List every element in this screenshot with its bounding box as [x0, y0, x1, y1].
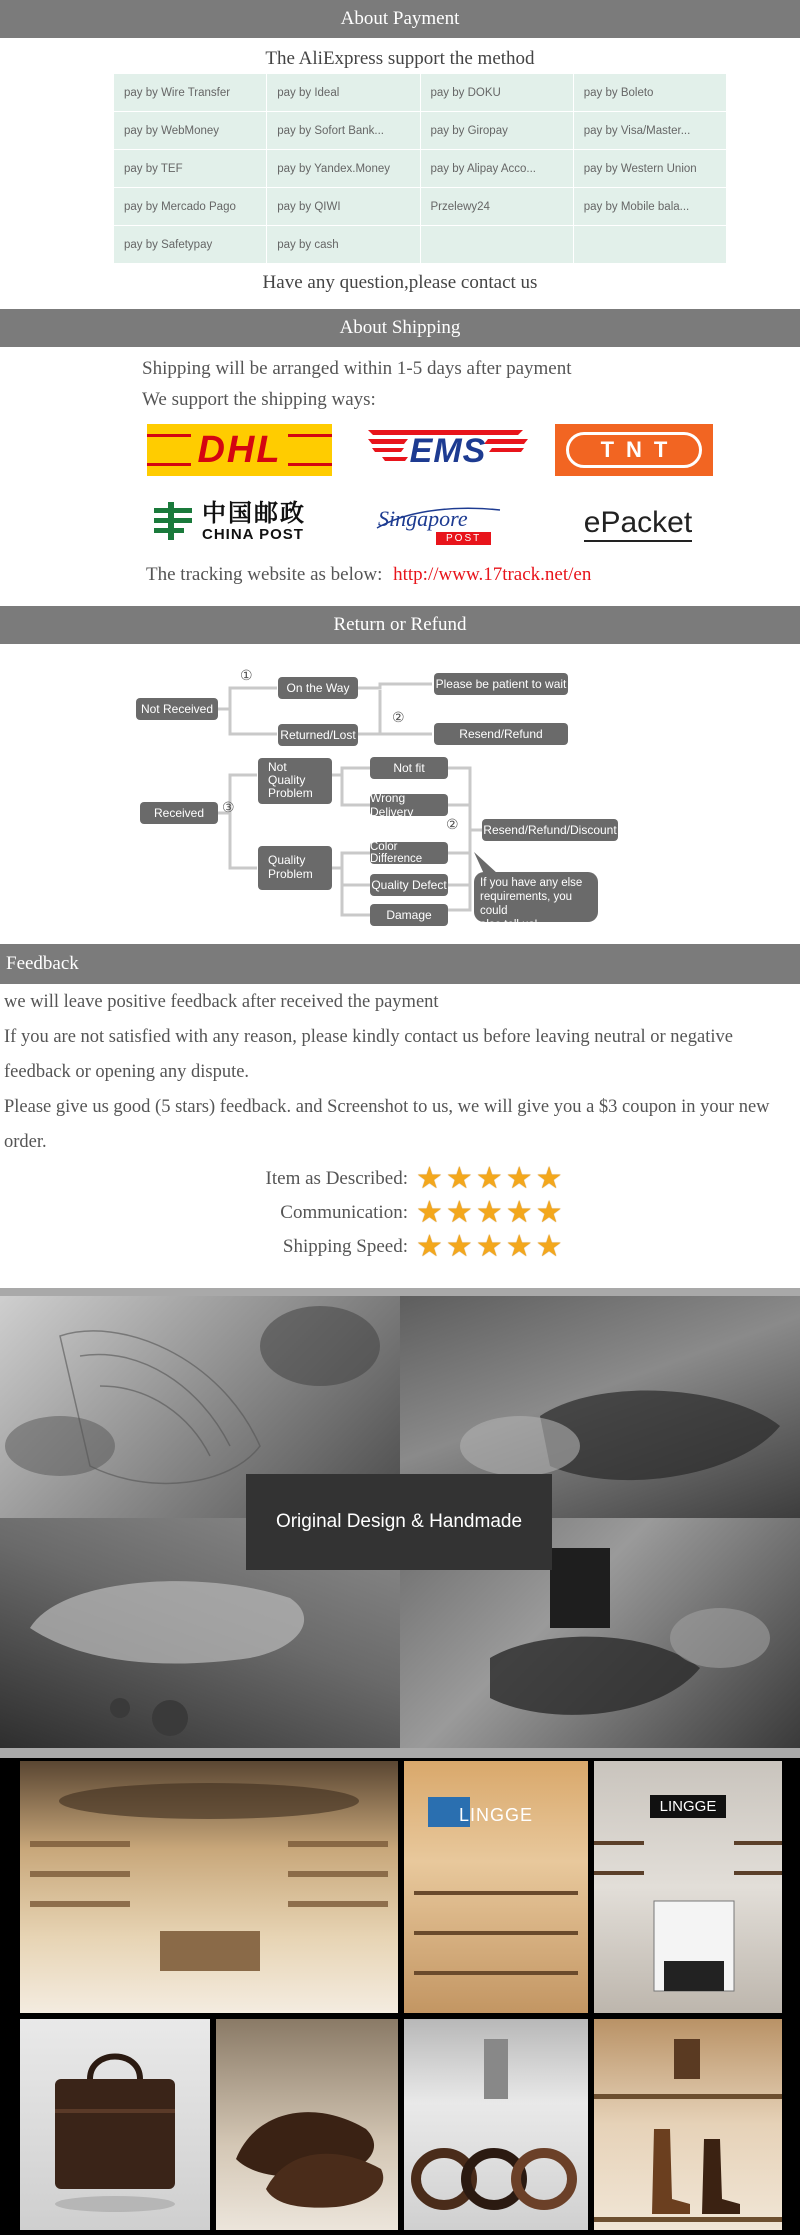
payment-method-cell: pay by Yandex.Money — [267, 150, 420, 188]
rating-row — [0, 1164, 800, 1194]
payment-method-cell: pay by DOKU — [420, 74, 573, 112]
singapore-post-logo — [372, 500, 502, 550]
node-not-quality-line: Quality — [268, 773, 306, 787]
shoes-icon — [216, 2019, 398, 2230]
payment-method-cell: pay by Visa/Master... — [573, 112, 726, 150]
node-damage — [370, 904, 448, 926]
node-not-quality-line: Not — [268, 760, 287, 774]
star-icon: ★ — [505, 1230, 533, 1263]
node-color-difference — [370, 842, 448, 864]
singapore-post-text: POST — [436, 532, 491, 545]
payment-contact: Have any question,please contact us — [262, 272, 538, 293]
star-icon: ★ — [445, 1230, 473, 1263]
tracking-label: The tracking website as below: — [146, 564, 383, 585]
tracking-line — [146, 564, 591, 586]
banner-bottom-divider — [0, 1748, 800, 1758]
store-brand-sign: LINGGE — [650, 1795, 726, 1818]
boots-icon — [594, 2019, 782, 2230]
feedback-paragraph-3: Please give us good (5 stars) feedback. and Screenshot to us, we will give you a $3 coupon in your new order. — [4, 1097, 770, 1152]
node-please-wait-label: Please be patient to wait — [435, 677, 567, 691]
ems-logo-text: EMS — [409, 431, 487, 470]
tnt-logo — [555, 424, 713, 476]
payment-method-cell: pay by Sofort Bank... — [267, 112, 420, 150]
belts-icon — [404, 2019, 588, 2230]
node-quality-line: Quality — [268, 853, 306, 867]
star-icon: ★ — [416, 1230, 443, 1263]
rating-stars — [416, 1232, 566, 1262]
refund-flowchart — [130, 660, 630, 935]
payment-header — [0, 0, 800, 38]
payment-subtitle: The AliExpress support the method — [265, 48, 535, 69]
photo-store-interior — [20, 1761, 398, 2013]
epacket-logo — [568, 503, 708, 545]
payment-method-cell: pay by TEF — [114, 150, 267, 188]
node-on-the-way-label: On the Way — [286, 681, 350, 695]
rating-stars — [416, 1164, 566, 1194]
speech-bubble-tail-icon — [472, 850, 502, 876]
payment-method-cell: pay by Boleto — [573, 74, 726, 112]
node-resend-refund-discount — [482, 819, 618, 841]
star-icon: ★ — [416, 1162, 443, 1195]
feedback-paragraph-2: If you are not satisfied with any reason, please kindly contact us before leaving neutral or negative feedback or opening any dispute. — [4, 1027, 733, 1082]
node-damage-label: Damage — [386, 908, 432, 922]
briefcase-icon — [20, 2019, 210, 2230]
star-icon: ★ — [505, 1196, 533, 1229]
table-row — [114, 112, 727, 150]
epacket-text: ePacket — [584, 506, 692, 542]
bubble-line: If you have any else — [480, 877, 583, 889]
node-not-fit-label: Not fit — [393, 761, 425, 775]
payment-method-cell: pay by Safetypay — [114, 226, 267, 264]
table-row — [114, 226, 727, 264]
star-icon: ★ — [475, 1162, 503, 1195]
node-on-the-way — [278, 677, 358, 699]
photo-leather-bag — [20, 2019, 210, 2230]
node-not-quality-problem — [258, 758, 332, 804]
payment-method-cell: pay by QIWI — [267, 188, 420, 226]
photo-lingge-wall — [404, 1761, 588, 2013]
rating-row — [0, 1198, 800, 1228]
tnt-badge — [566, 432, 702, 468]
star-icon: ★ — [416, 1196, 443, 1229]
shoe-display-icon — [404, 1761, 588, 2013]
star-icon: ★ — [505, 1162, 533, 1195]
node-returned-lost — [278, 724, 358, 746]
china-post-logo — [150, 496, 335, 546]
table-row — [114, 74, 727, 112]
node-received-label: Received — [153, 806, 205, 820]
feedback-header-text: Feedback — [6, 953, 79, 974]
node-resend-refund-label: Resend/Refund — [459, 727, 543, 741]
shipping-header-text: About Shipping — [339, 317, 461, 338]
feedback-text — [4, 985, 794, 1160]
bubble-line: also tell us! — [480, 919, 538, 931]
node-not-quality-line: Problem — [268, 786, 313, 800]
photo-leather-shoes — [216, 2019, 398, 2230]
step-number-3: ③ — [222, 801, 235, 816]
bubble-line: requirements, you could — [480, 891, 573, 917]
payment-method-cell: pay by Mercado Pago — [114, 188, 267, 226]
dhl-logo-text: DHL — [191, 429, 287, 472]
node-color-difference-label: Color Difference — [370, 841, 423, 865]
china-post-cn-text: 中国邮政 — [202, 498, 306, 527]
payment-method-cell — [420, 226, 573, 264]
table-row — [114, 150, 727, 188]
banner-caption: Original Design & Handmade — [275, 1511, 523, 1532]
node-wrong-delivery-label: Wrong Delivery — [370, 791, 414, 819]
node-wrong-delivery — [370, 791, 448, 819]
photo-belts — [404, 2019, 588, 2230]
payment-method-cell — [573, 226, 726, 264]
store-shelves-icon — [20, 1761, 398, 2013]
refund-header — [0, 606, 800, 644]
payment-methods-table — [113, 73, 727, 264]
payment-method-cell: pay by Wire Transfer — [114, 74, 267, 112]
table-row — [114, 188, 727, 226]
star-icon: ★ — [445, 1196, 473, 1229]
banner-top-divider — [0, 1288, 800, 1296]
payment-method-cell: pay by Western Union — [573, 150, 726, 188]
payment-method-cell: Przelewy24 — [420, 188, 573, 226]
payment-method-cell: pay by WebMoney — [114, 112, 267, 150]
node-resend-refund-discount-label: Resend/Refund/Discount — [483, 823, 617, 837]
step-number-2: ② — [392, 711, 405, 726]
tracking-link[interactable]: http://www.17track.net/en — [393, 564, 592, 585]
tnt-logo-text: TNT — [600, 437, 680, 462]
speech-bubble — [474, 872, 598, 931]
dhl-logo — [147, 424, 332, 476]
star-icon: ★ — [445, 1162, 473, 1195]
rating-label: Communication: — [280, 1202, 408, 1223]
payment-method-cell: pay by Mobile bala... — [573, 188, 726, 226]
step-number-2b: ② — [446, 818, 459, 833]
star-icon: ★ — [535, 1230, 563, 1263]
node-please-wait — [434, 673, 568, 695]
node-quality-problem — [258, 846, 332, 890]
node-quality-line: Problem — [268, 867, 313, 881]
singapore-text: Singapore — [378, 506, 468, 531]
payment-method-cell: pay by Ideal — [267, 74, 420, 112]
star-icon: ★ — [475, 1196, 503, 1229]
banner-caption-box — [246, 1474, 552, 1570]
node-not-received — [136, 698, 218, 720]
ems-logo — [368, 424, 528, 474]
shipping-line-2: We support the shipping ways: — [142, 389, 376, 410]
node-received — [140, 802, 218, 824]
photo-boots — [594, 2019, 782, 2230]
rating-label: Shipping Speed: — [282, 1236, 408, 1257]
star-icon: ★ — [535, 1162, 563, 1195]
node-quality-defect — [370, 874, 448, 896]
rating-label: Item as Described: — [265, 1168, 408, 1189]
china-post-en-text: CHINA POST — [202, 525, 304, 543]
store-brand-sign: LINGGE — [458, 1805, 534, 1825]
shipping-header — [0, 309, 800, 347]
payment-header-text: About Payment — [340, 8, 460, 29]
china-post-text — [202, 498, 306, 543]
photo-lingge-showroom — [594, 1761, 782, 2013]
star-icon: ★ — [535, 1196, 563, 1229]
node-returned-lost-label: Returned/Lost — [280, 728, 356, 742]
star-icon: ★ — [475, 1230, 503, 1263]
payment-method-cell: pay by Alipay Acco... — [420, 150, 573, 188]
payment-method-cell: pay by Giropay — [420, 112, 573, 150]
feedback-paragraph-1: we will leave positive feedback after received the payment — [4, 992, 439, 1012]
rating-row — [0, 1232, 800, 1262]
node-not-fit — [370, 757, 448, 779]
store-gallery — [0, 1758, 800, 2235]
rating-stars — [416, 1198, 566, 1228]
step-number-1: ① — [240, 669, 253, 684]
payment-method-cell: pay by cash — [267, 226, 420, 264]
shipping-line-1: Shipping will be arranged within 1-5 days after payment — [142, 358, 572, 379]
refund-header-text: Return or Refund — [333, 614, 467, 635]
node-resend-refund — [434, 723, 568, 745]
node-not-received-label: Not Received — [140, 702, 214, 716]
feedback-header — [0, 944, 800, 984]
china-post-emblem-icon — [150, 500, 196, 542]
node-quality-defect-label: Quality Defect — [371, 878, 447, 892]
